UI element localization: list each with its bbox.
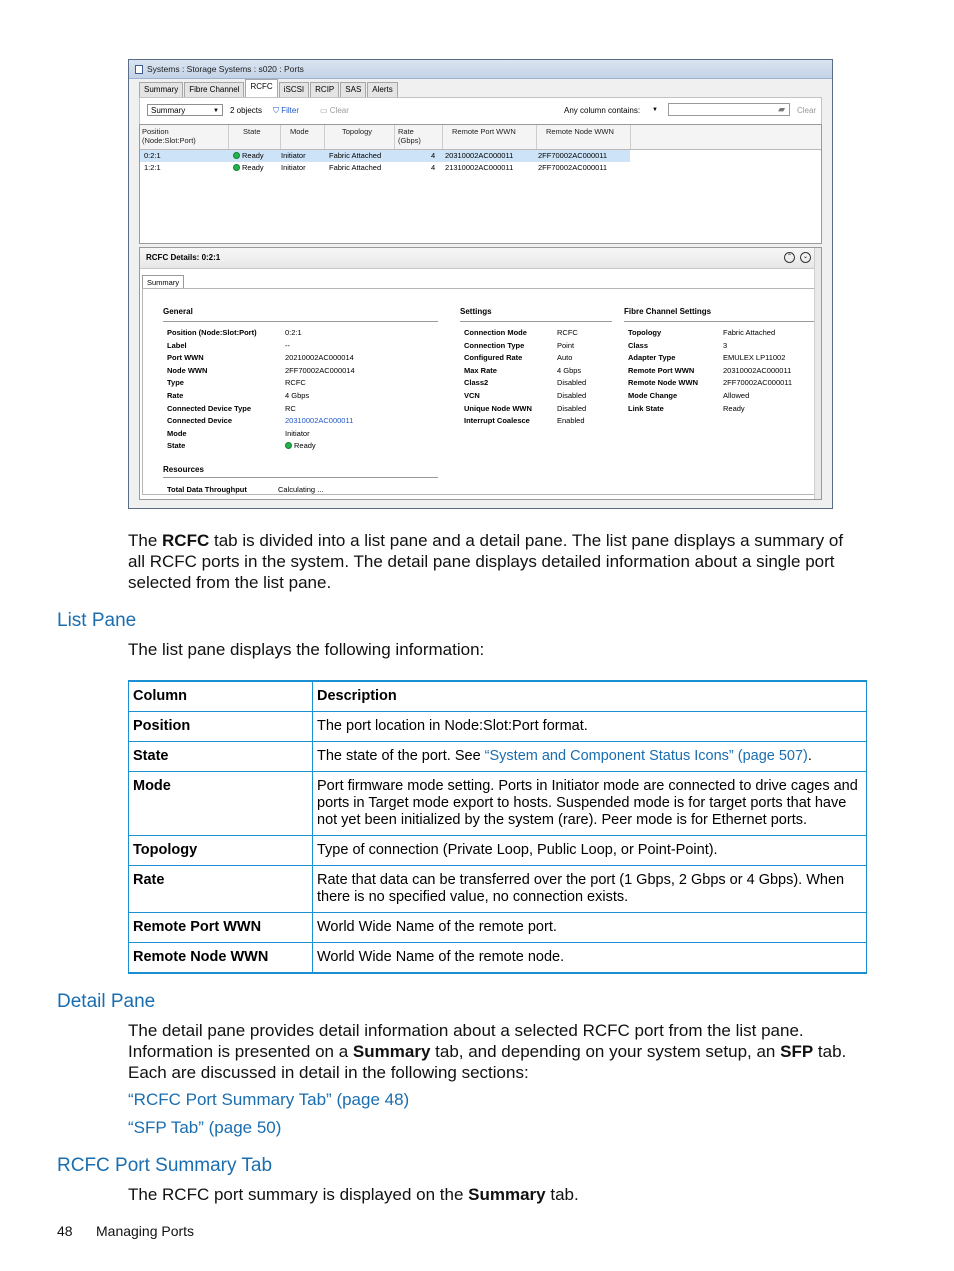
- filter-icon: ⛉: [273, 106, 279, 115]
- connected-device-link[interactable]: 20310002AC000011: [285, 416, 354, 426]
- table-row[interactable]: [140, 162, 630, 174]
- general-label: Connected Device: [167, 416, 233, 426]
- settings-label: Connection Type: [464, 340, 525, 350]
- detail-tab-summary[interactable]: Summary: [142, 275, 184, 289]
- settings-value: Disabled: [557, 403, 587, 413]
- column-divider: [442, 125, 443, 149]
- cell-remote-port: 21310002AC000011: [445, 163, 514, 172]
- fc-settings-section-title: Fibre Channel Settings: [624, 307, 712, 316]
- general-value: --: [285, 340, 290, 350]
- table-cell-column: Remote Port WWN: [129, 913, 313, 943]
- ports-list-grid: [139, 124, 822, 244]
- table-cell-description: The port location in Node:Slot:Port format.: [313, 712, 867, 742]
- summary-tab-heading: RCFC Port Summary Tab: [57, 1155, 273, 1176]
- column-divider: [280, 125, 281, 149]
- table-row: [129, 913, 867, 943]
- eraser-icon: ▰: [778, 104, 785, 114]
- collapse-icon[interactable]: ⌃: [784, 252, 795, 263]
- detail-pane-heading: Detail Pane: [57, 991, 156, 1012]
- detail-bold: Summary: [352, 1042, 431, 1061]
- table-header-cell: Column: [129, 681, 313, 712]
- search-input[interactable]: [668, 103, 790, 116]
- table-row: [129, 772, 867, 836]
- col-header-rate[interactable]: Rate (Gbps): [398, 127, 421, 145]
- section-divider: [460, 321, 612, 322]
- clear-filter-label: Clear: [329, 106, 349, 115]
- table-cell-description: Type of connection (Private Loop, Public Loop, or Point-Point).: [313, 836, 867, 866]
- table-row: [129, 836, 867, 866]
- cell-state: Ready: [233, 150, 264, 162]
- detail-text: tab. Each are discussed in detail in the following sections:: [128, 1042, 847, 1082]
- settings-section-title: Settings: [460, 307, 492, 316]
- list-toolbar: [139, 97, 822, 125]
- general-value: RCFC: [285, 378, 306, 388]
- fc-label: Remote Node WWN: [628, 378, 698, 388]
- general-labels: [167, 327, 257, 453]
- table-cell-column: Position: [129, 712, 313, 742]
- fc-values: [723, 327, 792, 415]
- general-value: 20210002AC000014: [285, 353, 354, 363]
- general-value: RC: [285, 403, 296, 413]
- clear-search-button[interactable]: Clear: [797, 106, 817, 115]
- detail-text: The detail pane provides detail information about a selected RCFC port from the list pane. Information is presented on a: [128, 1021, 804, 1061]
- cell-mode: Initiator: [281, 163, 306, 172]
- general-label: Port WWN: [167, 353, 204, 363]
- col-header-remote-port[interactable]: Remote Port WWN: [452, 127, 516, 136]
- fc-label: Remote Port WWN: [628, 365, 695, 375]
- table-cell-column: Topology: [129, 836, 313, 866]
- settings-value: RCFC: [557, 328, 578, 337]
- ports-screenshot: [128, 59, 833, 509]
- eraser-icon: ▭: [320, 106, 328, 115]
- view-select[interactable]: [147, 104, 223, 116]
- cell-position: 0:2:1: [144, 151, 161, 160]
- detail-pane-paragraph: [128, 1020, 858, 1083]
- fc-labels: [628, 327, 698, 415]
- table-row[interactable]: [140, 150, 630, 162]
- intro-text: The: [128, 531, 158, 550]
- table-cell-description: World Wide Name of the remote node.: [313, 943, 867, 974]
- general-section-title: General: [163, 307, 193, 316]
- list-pane-text: The list pane displays the following information:: [128, 640, 485, 659]
- detail-scrollbar[interactable]: [814, 248, 821, 499]
- settings-value: Disabled: [557, 390, 587, 400]
- ready-status-icon: [233, 164, 240, 171]
- general-value: 0:2:1: [285, 328, 302, 337]
- fc-value: Fabric Attached: [723, 328, 776, 337]
- tab-iscsi[interactable]: iSCSI: [279, 82, 309, 97]
- status-icons-link[interactable]: “System and Component Status Icons” (page 507): [484, 748, 808, 764]
- table-cell-description: Rate that data can be transferred over the port (1 Gbps, 2 Gbps or 4 Gbps). When there is no specified value, no connection exists.: [313, 866, 867, 913]
- settings-value: 4 Gbps: [557, 365, 582, 375]
- fc-value: 2FF70002AC000011: [723, 378, 793, 388]
- detail-pane: [139, 247, 822, 500]
- general-label: Type: [167, 378, 184, 388]
- column-divider: [228, 125, 229, 149]
- cell-rate: 4: [431, 163, 436, 172]
- intro-paragraph: [128, 530, 858, 593]
- col-header-mode[interactable]: Mode: [290, 127, 309, 136]
- fc-value: Ready: [723, 403, 745, 413]
- settings-value: Point: [557, 340, 575, 350]
- fc-value: 20310002AC000011: [723, 365, 792, 375]
- general-label: Rate: [167, 390, 184, 400]
- cell-topology: Fabric Attached: [329, 151, 382, 160]
- section-divider: [624, 321, 819, 322]
- fc-label: Adapter Type: [628, 353, 676, 363]
- table-header-cell: Description: [313, 681, 867, 712]
- fc-label: Mode Change: [628, 390, 678, 400]
- general-value: Ready: [285, 440, 355, 453]
- settings-value: Auto: [557, 353, 573, 363]
- description-text: .: [807, 748, 812, 764]
- rcfc-summary-tab-link[interactable]: “RCFC Port Summary Tab” (page 48): [128, 1090, 410, 1109]
- col-header-state[interactable]: State: [243, 127, 261, 136]
- settings-value: Enabled: [557, 416, 585, 426]
- summary-tab-paragraph: [128, 1184, 858, 1205]
- window-title: Systems : Storage Systems : s020 : Ports: [147, 64, 304, 74]
- general-value: Initiator: [285, 428, 310, 438]
- detail-header: RCFC Details: 0:2:1: [140, 248, 821, 269]
- table-cell-column: Rate: [129, 866, 313, 913]
- chevron-down-icon: ▼: [213, 108, 219, 114]
- throughput-label: Total Data Throughput: [167, 485, 247, 494]
- settings-label: Interrupt Coalesce: [464, 416, 530, 426]
- cell-rate: 4: [431, 151, 436, 160]
- fc-value: Allowed: [723, 390, 750, 400]
- intro-text: tab is divided into a list pane and a detail pane. The list pane displays a summary of all RCFC ports in the system. The detail pane displays detailed information about a single port selected from the list pane.: [128, 531, 844, 592]
- settings-label: Max Rate: [464, 365, 497, 375]
- fc-label: Link State: [628, 403, 664, 413]
- tab-rcip[interactable]: RCIP: [310, 82, 339, 97]
- general-label: Label: [167, 340, 187, 350]
- ready-status-icon: [285, 442, 292, 449]
- page-number: 48: [57, 1223, 73, 1239]
- tab-sas[interactable]: SAS: [340, 82, 366, 97]
- object-count: 2 objects: [230, 106, 263, 115]
- settings-labels: [464, 327, 532, 428]
- throughput-bar-max: [406, 508, 430, 509]
- summary-bold: Summary: [468, 1185, 546, 1204]
- port-tabs: [139, 82, 398, 97]
- sfp-tab-link[interactable]: “SFP Tab” (page 50): [128, 1118, 282, 1137]
- detail-header-icons: [784, 252, 811, 263]
- general-label: Node WWN: [167, 365, 208, 375]
- section-divider: [163, 321, 438, 322]
- general-label: Connected Device Type: [167, 403, 252, 413]
- footer-section: Managing Ports: [96, 1223, 195, 1239]
- tab-summary[interactable]: Summary: [139, 82, 183, 97]
- cell-remote-port: 20310002AC000011: [445, 151, 514, 160]
- throughput-value: Calculating ...: [278, 485, 324, 494]
- cell-state: Ready: [233, 162, 264, 174]
- window-titlebar: [129, 60, 832, 79]
- table-row: [129, 943, 867, 974]
- section-divider: [163, 477, 438, 478]
- settings-label: VCN: [464, 390, 480, 400]
- table-cell-column: Remote Node WWN: [129, 943, 313, 974]
- general-label: Mode: [167, 428, 187, 438]
- detail-summary-panel: [142, 288, 819, 495]
- general-label: Position (Node:Slot:Port): [167, 328, 257, 337]
- column-divider: [324, 125, 325, 149]
- resources-section-title: Resources: [163, 465, 204, 474]
- general-values: [285, 327, 355, 453]
- general-value: 2FF70002AC000014: [285, 365, 355, 375]
- general-label: State: [167, 441, 186, 451]
- fc-label: Topology: [628, 328, 662, 337]
- fc-label: Class: [628, 340, 649, 350]
- description-text: The state of the port. See: [317, 748, 481, 764]
- column-divider: [536, 125, 537, 149]
- view-select-value: Summary: [151, 106, 186, 115]
- cell-mode: Initiator: [281, 151, 306, 160]
- table-row: [129, 712, 867, 742]
- summary-text: The RCFC port summary is displayed on the: [128, 1185, 464, 1204]
- tab-fibre-channel[interactable]: Fibre Channel: [184, 82, 244, 97]
- grid-header: [140, 125, 821, 150]
- table-cell-description: Port firmware mode setting. Ports in Initiator mode are connected to drive cages and ports in Target mode export to hosts. Suspended mode is for target ports that have not yet been initialized by the system (rare). Peer mode is for Ethernet ports.: [313, 772, 867, 836]
- general-value: 4 Gbps: [285, 390, 310, 400]
- col-header-topology[interactable]: Topology: [342, 127, 373, 136]
- ready-status-icon: [233, 152, 240, 159]
- summary-text: tab.: [550, 1185, 579, 1204]
- list-pane-heading: List Pane: [57, 610, 137, 631]
- column-divider: [630, 125, 631, 149]
- detail-bold: SFP: [780, 1042, 814, 1061]
- table-row: [129, 742, 867, 772]
- list-pane-table: [128, 680, 867, 974]
- fc-value: 3: [723, 340, 728, 350]
- expand-icon[interactable]: ⌄: [800, 252, 811, 263]
- search-label: Any column contains:: [564, 106, 641, 115]
- detail-text: tab, and depending on your system setup, an: [435, 1042, 776, 1061]
- filter-label: Filter: [281, 106, 300, 115]
- cell-topology: Fabric Attached: [329, 163, 382, 172]
- filter-button[interactable]: [273, 106, 299, 116]
- tab-rcfc[interactable]: RCFC: [245, 79, 277, 97]
- search-options-icon[interactable]: ▼: [652, 107, 658, 113]
- settings-value: Disabled: [557, 378, 587, 388]
- tab-alerts[interactable]: Alerts: [367, 82, 397, 97]
- col-header-position[interactable]: Position (Node:Slot:Port): [142, 127, 196, 145]
- cell-position: 1:2:1: [144, 163, 161, 172]
- clear-filter-button[interactable]: [320, 106, 349, 115]
- table-cell-description: World Wide Name of the remote port.: [313, 913, 867, 943]
- settings-values: [557, 327, 586, 428]
- settings-label: Configured Rate: [464, 353, 523, 363]
- col-header-remote-node[interactable]: Remote Node WWN: [546, 127, 614, 136]
- window-icon: [135, 65, 143, 74]
- intro-bold: RCFC: [162, 531, 210, 550]
- table-cell-column: State: [129, 742, 313, 772]
- settings-label: Class2: [464, 378, 489, 388]
- table-row: [129, 866, 867, 913]
- table-header-row: [129, 681, 867, 712]
- cell-remote-node: 2FF70002AC000011: [538, 151, 608, 160]
- fc-value: EMULEX LP11002: [723, 353, 786, 363]
- table-cell-column: Mode: [129, 772, 313, 836]
- settings-label: Connection Mode: [464, 328, 527, 337]
- column-divider: [394, 125, 395, 149]
- table-cell-description: [313, 742, 867, 772]
- settings-label: Unique Node WWN: [464, 403, 532, 413]
- cell-remote-node: 2FF70002AC000011: [538, 163, 608, 172]
